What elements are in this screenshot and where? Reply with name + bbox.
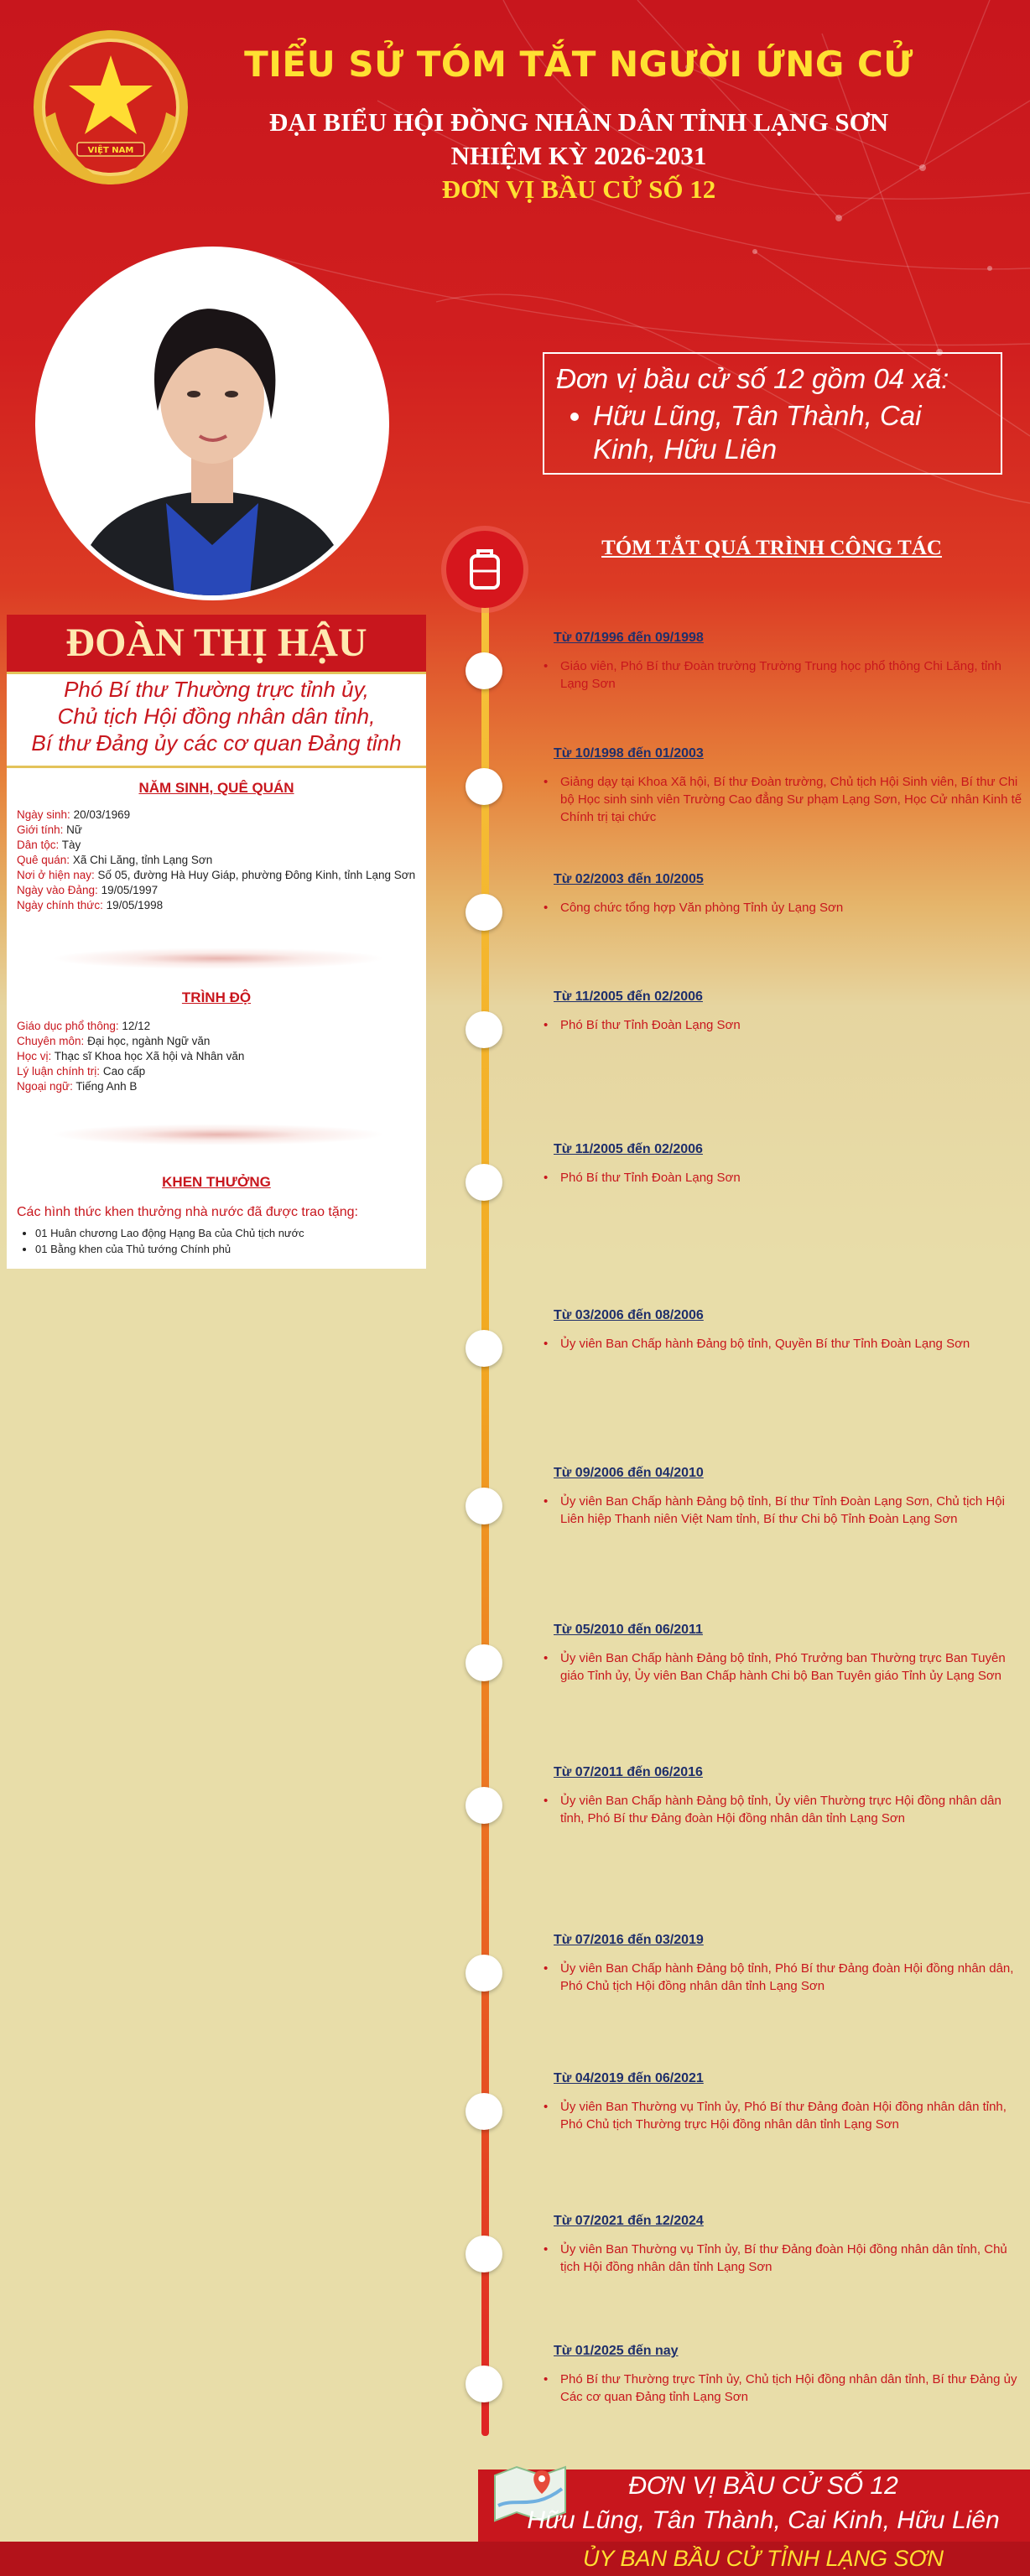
timeline-description-text: • Phó Bí thư Tỉnh Đoàn Lạng Sơn bbox=[560, 1016, 1023, 1034]
info-key: Ngày vào Đảng: bbox=[17, 884, 98, 896]
briefcase-icon bbox=[446, 531, 523, 608]
info-value: Cao cấp bbox=[102, 1065, 146, 1078]
timeline-description bbox=[560, 657, 1023, 693]
info-value: 19/05/1997 bbox=[101, 884, 159, 896]
info-value: Thạc sĩ Khoa học Xã hội và Nhân văn bbox=[54, 1050, 245, 1062]
info-key: Nơi ở hiện nay: bbox=[17, 869, 95, 881]
info-row bbox=[17, 1079, 419, 1094]
national-emblem-icon bbox=[27, 25, 195, 193]
timeline-description-text: • Phó Bí thư Thường trực Tỉnh ủy, Chủ tịch Hội đồng nhân dân tỉnh, Bí thư Đảng ủy Các cơ quan Đảng tỉnh Lạng Sơn bbox=[560, 2371, 1023, 2406]
info-value: Nữ bbox=[66, 823, 82, 836]
info-row bbox=[17, 1034, 419, 1049]
timeline-description bbox=[560, 1016, 1023, 1034]
timeline-dot bbox=[466, 1644, 502, 1681]
info-value: 19/05/1998 bbox=[106, 899, 164, 911]
timeline-description-text: • Ủy viên Ban Chấp hành Đảng bộ tỉnh, Phó Bí thư Đảng đoàn Hội đồng nhân dân, Phó Chủ tịch Hội đồng nhân dân tỉnh Lạng Sơn bbox=[560, 1960, 1023, 1995]
info-value: Xã Chi Lăng, tỉnh Lạng Sơn bbox=[72, 854, 213, 866]
timeline-description-text: • Ủy viên Ban Chấp hành Đảng bộ tỉnh, Ủy viên Thường trực Hội đồng nhân dân tỉnh, Phó Bí thư Đảng đoàn Hội đồng nhân dân tỉnh Lạng Sơn bbox=[560, 1792, 1023, 1827]
subtitle-council: ĐẠI BIỂU HỘI ĐỒNG NHÂN DÂN TỈNH LẠNG SƠN bbox=[268, 107, 889, 137]
timeline-description-text: • Ủy viên Ban Chấp hành Đảng bộ tỉnh, Quyền Bí thư Tỉnh Đoàn Lạng Sơn bbox=[560, 1335, 1023, 1353]
section-glow-divider bbox=[50, 1124, 386, 1145]
personal-info-list bbox=[17, 808, 419, 913]
subtitle-constituency: ĐƠN VỊ BẦU CỬ SỐ 12 bbox=[441, 174, 716, 204]
info-row bbox=[17, 1049, 419, 1064]
info-key: Học vị: bbox=[17, 1050, 52, 1062]
constituency-box bbox=[543, 352, 1002, 475]
timeline-dot bbox=[466, 2236, 502, 2272]
timeline-description bbox=[560, 1335, 1023, 1353]
info-value: 20/03/1969 bbox=[73, 808, 131, 821]
timeline-period: Từ 05/2010 đến 06/2011 bbox=[554, 1623, 703, 1637]
info-key: Dân tộc: bbox=[17, 839, 60, 851]
timeline-period: Từ 03/2006 đến 08/2006 bbox=[554, 1308, 704, 1322]
timeline-period: Từ 01/2025 đến nay bbox=[554, 2344, 679, 2358]
info-key: Quê quán: bbox=[17, 854, 70, 866]
timeline-period: Từ 04/2019 đến 06/2021 bbox=[554, 2071, 704, 2085]
timeline-period: Từ 02/2003 đến 10/2005 bbox=[554, 872, 704, 886]
info-key: Ngày chính thức: bbox=[17, 899, 103, 911]
footer-organization: ỦY BAN BẦU CỬ TỈNH LẠNG SƠN bbox=[583, 2546, 944, 2571]
personal-section-title: NĂM SINH, QUÊ QUÁN bbox=[138, 780, 294, 796]
timeline-description bbox=[560, 2371, 1023, 2406]
subtitle-term: NHIỆM KỲ 2026-2031 bbox=[450, 141, 707, 170]
info-row bbox=[17, 1064, 419, 1079]
info-key: Chuyên môn: bbox=[17, 1035, 85, 1047]
timeline-description-text: • Giảng dạy tại Khoa Xã hội, Bí thư Đoàn trường, Chủ tịch Hội Sinh viên, Bí thư Chi bộ Học sinh sinh viên Trường Cao đẳng Sư phạm Lạng Sơn, Học Cử nhân Kinh tế Chính trị tại chức bbox=[560, 773, 1023, 826]
info-row bbox=[17, 868, 419, 883]
timeline-period: Từ 11/2005 đến 02/2006 bbox=[554, 989, 703, 1004]
timeline-title: TÓM TẮT QUÁ TRÌNH CÔNG TÁC bbox=[601, 537, 942, 559]
timeline-dot bbox=[466, 1330, 502, 1367]
timeline-dot bbox=[466, 652, 502, 689]
timeline-period: Từ 07/2011 đến 06/2016 bbox=[554, 1765, 703, 1779]
timeline-description-text: • Ủy viên Ban Chấp hành Đảng bộ tỉnh, Bí thư Tỉnh Đoàn Lạng Sơn, Chủ tịch Hội Liên hiệp Thanh niên Việt Nam tỉnh, Bí thư Chi bộ Tỉnh Đoàn Lạng Sơn bbox=[560, 1493, 1023, 1528]
info-key: Ngoại ngữ: bbox=[17, 1080, 73, 1093]
timeline-period: Từ 07/2021 đến 12/2024 bbox=[554, 2214, 704, 2228]
award-item: • 01 Bằng khen của Thủ tướng Chính phủ bbox=[35, 1241, 438, 1257]
constituency-wards: • Hữu Lũng, Tân Thành, Cai Kinh, Hữu Liên bbox=[593, 399, 989, 466]
constituency-title: Đơn vị bầu cử số 12 gồm 04 xã: bbox=[556, 363, 949, 394]
timeline-description bbox=[560, 1792, 1023, 1827]
candidate-position bbox=[7, 676, 426, 756]
position-line: Phó Bí thư Thường trực tỉnh ủy, bbox=[64, 677, 369, 702]
timeline-description bbox=[560, 773, 1023, 826]
info-key: Lý luận chính trị: bbox=[17, 1065, 101, 1078]
info-value: Tày bbox=[61, 839, 81, 851]
candidate-name: ĐOÀN THỊ HẬU bbox=[7, 615, 426, 674]
info-row bbox=[17, 853, 419, 868]
constituency-ward-list bbox=[556, 399, 989, 466]
footer-wards: Hữu Lũng, Tân Thành, Cai Kinh, Hữu Liên bbox=[527, 2506, 1000, 2534]
position-line: Chủ tịch Hội đồng nhân dân tỉnh, bbox=[57, 704, 376, 729]
timeline-description bbox=[560, 1649, 1023, 1685]
timeline-dot bbox=[466, 1787, 502, 1824]
timeline-period: Từ 09/2006 đến 04/2010 bbox=[554, 1466, 704, 1480]
timeline-description-text: • Giáo viên, Phó Bí thư Đoàn trường Trường Trung học phổ thông Chi Lăng, tỉnh Lạng Sơn bbox=[560, 657, 1023, 693]
divider-line bbox=[7, 766, 426, 768]
timeline-description-text: • Công chức tổng hợp Văn phòng Tỉnh ủy Lạng Sơn bbox=[560, 899, 1023, 917]
timeline-period: Từ 07/1996 đến 09/1998 bbox=[554, 631, 704, 645]
timeline-description bbox=[560, 899, 1023, 917]
info-row bbox=[17, 1019, 419, 1034]
timeline-dot bbox=[466, 1955, 502, 1992]
timeline-description-text: • Ủy viên Ban Thường vụ Tỉnh ủy, Phó Bí thư Đảng đoàn Hội đồng nhân dân tỉnh, Phó Chủ tịch Thường trực Hội đồng nhân dân tỉnh Lạng Sơn bbox=[560, 2098, 1023, 2133]
info-row bbox=[17, 823, 419, 838]
info-row bbox=[17, 883, 419, 898]
info-row bbox=[17, 838, 419, 853]
awards-list bbox=[17, 1225, 438, 1257]
info-value: 12/12 bbox=[122, 1020, 151, 1032]
info-value: Đại học, ngành Ngữ văn bbox=[87, 1035, 211, 1047]
timeline-dot bbox=[466, 2366, 502, 2402]
timeline-description-text: • Ủy viên Ban Thường vụ Tỉnh ủy, Bí thư Đảng đoàn Hội đồng nhân dân tỉnh, Chủ tịch Hội đồng nhân dân tỉnh Lạng Sơn bbox=[560, 2241, 1023, 2276]
info-row bbox=[17, 898, 419, 913]
main-title: TIỂU SỬ TÓM TẮT NGƯỜI ỨNG CỬ bbox=[244, 44, 913, 85]
timeline-description bbox=[560, 2241, 1023, 2276]
info-key: Giáo dục phổ thông: bbox=[17, 1020, 119, 1032]
footer-title: ĐƠN VỊ BẦU CỬ SỐ 12 bbox=[628, 2472, 898, 2500]
info-key: Ngày sinh: bbox=[17, 808, 70, 821]
timeline-period: Từ 11/2005 đến 02/2006 bbox=[554, 1142, 703, 1156]
timeline-dot bbox=[466, 1011, 502, 1048]
section-glow-divider bbox=[50, 948, 386, 969]
awards-section-title: KHEN THƯỞNG bbox=[162, 1174, 271, 1190]
candidate-photo bbox=[40, 252, 384, 595]
timeline-period: Từ 10/1998 đến 01/2003 bbox=[554, 746, 704, 761]
award-item: • 01 Huân chương Lao động Hạng Ba của Chủ tịch nước bbox=[35, 1225, 438, 1241]
info-key: Giới tính: bbox=[17, 823, 64, 836]
timeline-dot bbox=[466, 894, 502, 931]
timeline-description bbox=[560, 2098, 1023, 2133]
education-info-list bbox=[17, 1019, 419, 1094]
info-value: Tiếng Anh B bbox=[75, 1080, 138, 1093]
timeline-description bbox=[560, 1960, 1023, 1995]
info-value: Số 05, đường Hà Huy Giáp, phường Đông Kinh, tỉnh Lạng Sơn bbox=[97, 869, 416, 881]
timeline-description-text: • Phó Bí thư Tỉnh Đoàn Lạng Sơn bbox=[560, 1169, 1023, 1187]
education-section-title: TRÌNH ĐỘ bbox=[181, 989, 252, 1005]
info-row bbox=[17, 808, 419, 823]
awards-intro: Các hình thức khen thưởng nhà nước đã được trao tặng: bbox=[17, 1205, 358, 1219]
timeline-dot bbox=[466, 1164, 502, 1201]
emblem-text: VIỆT NAM bbox=[87, 146, 134, 155]
timeline-description bbox=[560, 1493, 1023, 1528]
timeline-dot bbox=[466, 1488, 502, 1524]
position-line: Bí thư Đảng ủy các cơ quan Đảng tỉnh bbox=[31, 730, 402, 756]
timeline-dot bbox=[466, 768, 502, 805]
timeline-description-text: • Ủy viên Ban Chấp hành Đảng bộ tỉnh, Phó Trưởng ban Thường trực Ban Tuyên giáo Tỉnh ủy, Ủy viên Ban Chấp hành Chi bộ Ban Tuyên giáo Tỉnh ủy Lạng Sơn bbox=[560, 1649, 1023, 1685]
timeline-period: Từ 07/2016 đến 03/2019 bbox=[554, 1933, 704, 1947]
timeline-description bbox=[560, 1169, 1023, 1187]
timeline-dot bbox=[466, 2093, 502, 2130]
